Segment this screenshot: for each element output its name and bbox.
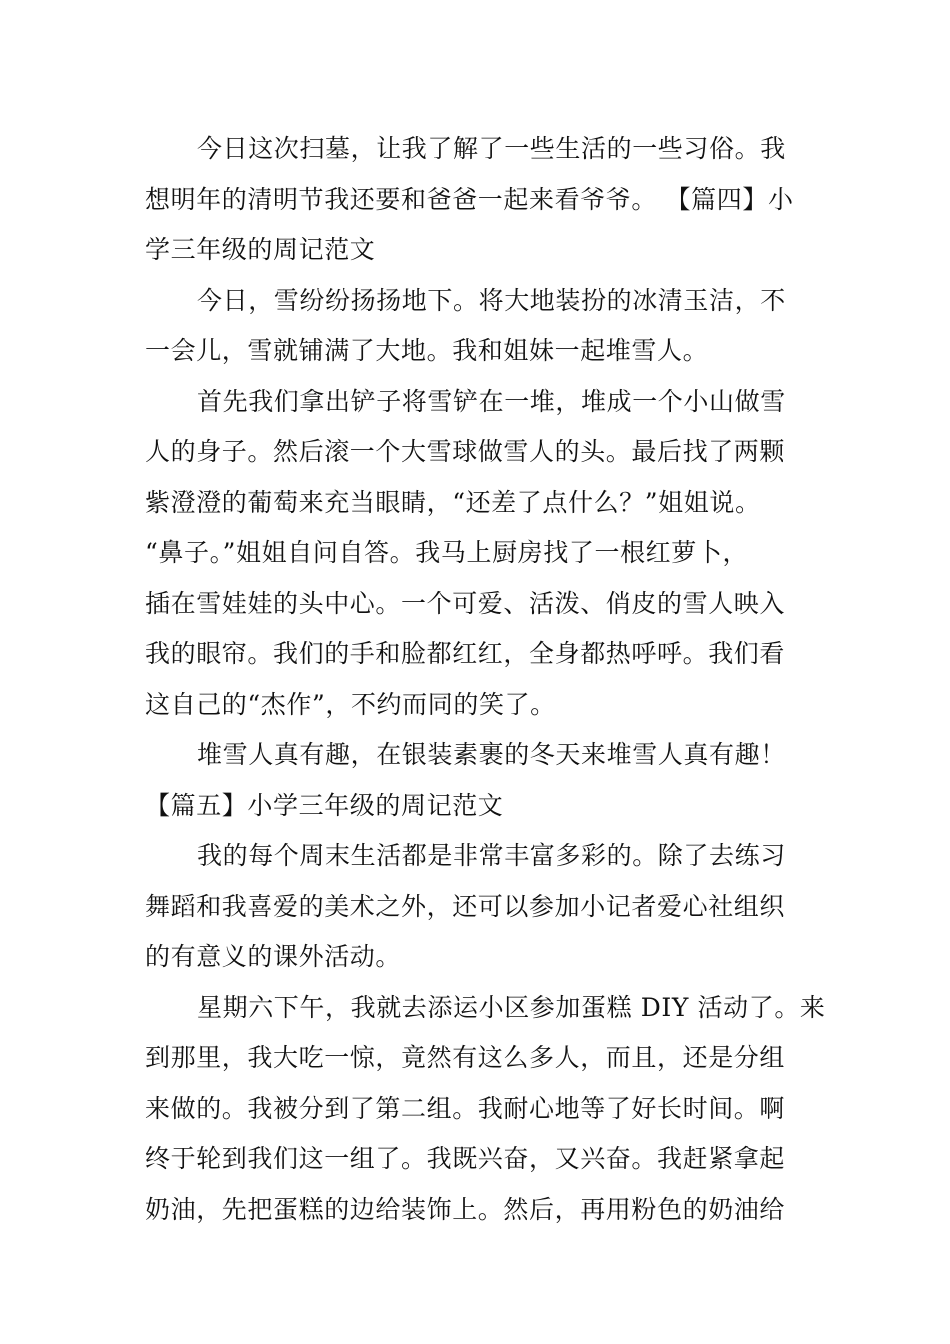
text-line: 首先我们拿出铲子将雪铲在一堆，堆成一个小山做雪: [197, 386, 786, 416]
text-line: 舞蹈和我喜爱的美术之外，还可以参加小记者爱心社组织: [145, 891, 786, 921]
text-line: 这自己的“杰作”，不约而同的笑了。: [145, 689, 556, 719]
text-line: 今日，雪纷纷扬扬地下。将大地装扮的冰清玉洁，不: [197, 285, 786, 315]
text-line: “鼻子。”姐姐自问自答。我马上厨房找了一根红萝卜，: [145, 538, 749, 567]
text-line: 人的身子。然后滚一个大雪球做雪人的头。最后找了两颗: [145, 437, 786, 466]
text-line: 我的每个周末生活都是非常丰富多彩的。除了去练习: [197, 841, 786, 870]
text-line: 插在雪娃娃的头中心。一个可爱、活泼、俏皮的雪人映入: [145, 588, 786, 618]
text-line: 终于轮到我们这一组了。我既兴奋，又兴奋。我赶紧拿起: [145, 1144, 786, 1173]
text-line: 我的眼帘。我们的手和脸都红红，全身都热呼呼。我们看: [145, 639, 786, 668]
text-line: 紫澄澄的葡萄来充当眼睛，“还差了点什么？”姐姐说。: [145, 487, 761, 517]
text-line: 堆雪人真有趣，在银装素裹的冬天来堆雪人真有趣！: [197, 740, 786, 769]
text-line: 到那里，我大吃一惊，竟然有这么多人，而且，还是分组: [145, 1043, 786, 1072]
text-line: 想明年的清明节我还要和爸爸一起来看爷爷。 【篇四】小: [145, 184, 794, 214]
text-line: 星期六下午，我就去添运小区参加蛋糕 DIY 活动了。来: [197, 992, 826, 1022]
section-heading: 【篇五】小学三年级的周记范文: [145, 790, 504, 820]
text-line: 奶油，先把蛋糕的边给装饰上。然后，再用粉色的奶油给: [145, 1194, 786, 1224]
text-line: 学三年级的周记范文: [145, 235, 376, 264]
text-line: 一会儿，雪就铺满了大地。我和姐妹一起堆雪人。: [145, 336, 709, 365]
text-line: 今日这次扫墓，让我了解了一些生活的一些习俗。我: [197, 134, 786, 163]
text-line: 的有意义的课外活动。: [145, 942, 402, 971]
text-line: 来做的。我被分到了第二组。我耐心地等了好长时间。啊: [145, 1093, 786, 1123]
document-body: [145, 124, 826, 1235]
